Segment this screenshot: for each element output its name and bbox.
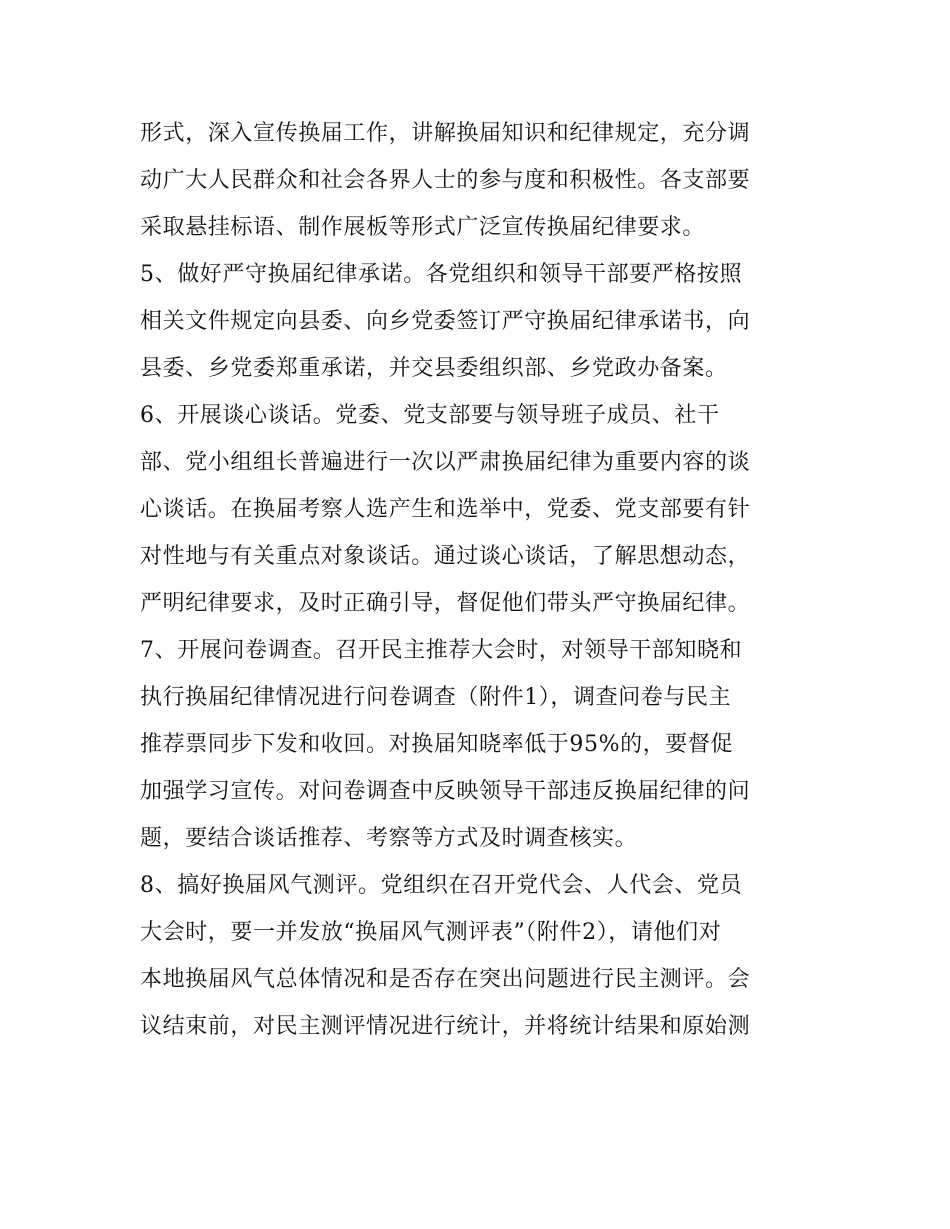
text-line: 8、搞好换届风气测评。党组织在召开党代会、人代会、党员 (140, 873, 743, 898)
text-line: 6、开展谈心谈话。党委、党支部要与领导班子成员、社干 (140, 403, 720, 428)
text-line: 7、开展问卷调查。召开民主推荐大会时，对领导干部知晓和 (140, 638, 743, 663)
text-line: 推荐票同步下发和收回。对换届知晓率低于95%的，要督促 (140, 732, 734, 757)
text-line: 本地换届风气总体情况和是否存在突出问题进行民主测评。会 (140, 967, 751, 992)
text-line: 动广大人民群众和社会各界人士的参与度和积极性。各支部要 (140, 168, 751, 193)
text-line: 形式，深入宣传换届工作，讲解换届知识和纪律规定，充分调 (140, 121, 751, 146)
text-line: 议结束前，对民主测评情况进行统计，并将统计结果和原始测 (140, 1014, 751, 1039)
text-line: 相关文件规定向县委、向乡党委签订严守换届纪律承诺书，向 (140, 309, 751, 334)
text-line: 心谈话。在换届考察人选产生和选举中，党委、党支部要有针 (140, 497, 751, 522)
text-line: 部、党小组组长普遍进行一次以严肃换届纪律为重要内容的谈 (140, 450, 751, 475)
text-line: 严明纪律要求，及时正确引导，督促他们带头严守换届纪律。 (140, 591, 751, 616)
text-line: 大会时，要一并发放“换届风气测评表”（附件2），请他们对 (140, 920, 722, 945)
text-line: 采取悬挂标语、制作展板等形式广泛宣传换届纪律要求。 (140, 215, 706, 240)
document-body (140, 110, 830, 1050)
text-line: 县委、乡党委郑重承诺，并交县委组织部、乡党政办备案。 (140, 356, 728, 381)
text-line: 5、做好严守换届纪律承诺。各党组织和领导干部要严格按照 (140, 262, 743, 287)
text-line: 对性地与有关重点对象谈话。通过谈心谈话，了解思想动态， (140, 544, 751, 569)
text-line: 执行换届纪律情况进行问卷调查（附件1），调查问卷与民主 (140, 685, 732, 710)
text-line: 加强学习宣传。对问卷调查中反映领导干部违反换届纪律的问 (140, 779, 751, 804)
text-line: 题，要结合谈话推荐、考察等方式及时调查核实。 (140, 826, 638, 851)
